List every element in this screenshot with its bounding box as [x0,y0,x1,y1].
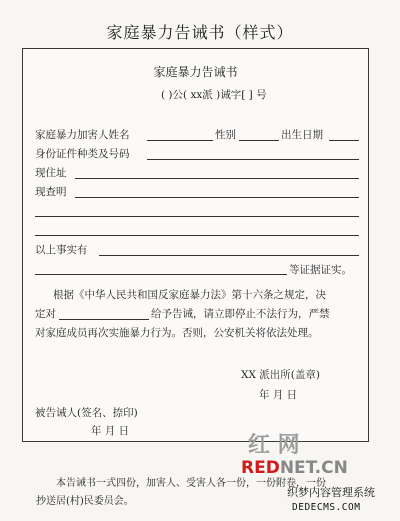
recipient-signature-label: 被告诫人(签名、捺印) [35,407,138,419]
facts-line-1 [75,197,359,198]
address-line [75,178,359,179]
recipient-date: 年 月 日 [91,425,130,437]
dedecms-site-name: 织梦内容管理系统 [287,486,375,499]
birth-date-line [329,140,359,141]
facts-line-2 [35,216,359,217]
warning-consequence-text: 对家庭成员再次实施暴力行为。否则，公安机关将依法处理。 [35,327,319,339]
facts-label: 现查明 [35,186,67,198]
hongwang-watermark: 红 网 [248,432,300,458]
gender-line [239,140,279,141]
rednet-gray-text: NET.CN [279,458,348,478]
evidence-line-1 [99,255,359,256]
facts-line-3 [35,235,359,236]
dedecms-site-url: DEDECMS.COM [292,502,361,513]
abuser-name-line [147,140,213,141]
evidence-confirmed-text: 等证据证实。 [289,264,352,276]
form-title: 家庭暴力告诫书 [153,65,238,79]
footer-note-line-1: 本告诫书一式四份，加害人、受害人各一份，一份附卷，一份 [56,478,326,489]
address-label: 现住址 [35,167,67,179]
document-number: ( )公( xx派 )诫字[ ] 号 [161,89,267,101]
id-document-label: 身份证件种类及号码 [35,148,130,160]
warning-suffix: 给予告诫，请立即停止不法行为，严禁 [151,308,330,320]
rednet-red-text: RED [241,458,280,478]
footer-note-line-2: 抄送居(村)民委员会。 [36,496,134,507]
legal-basis-text: 根据《中华人民共和国反家庭暴力法》第十六条之规定，决 [53,289,326,301]
evidence-line-2 [35,274,287,275]
warning-prefix: 定对 [35,308,56,320]
police-station-stamp: XX 派出所(盖章) [241,369,320,381]
document-title: 家庭暴力告诫书（样式） [106,23,294,42]
birth-date-label: 出生日期 [281,129,323,141]
evidence-label: 以上事实有 [35,244,88,256]
abuser-name-label: 家庭暴力加害人姓名 [35,129,130,141]
issue-date: 年 月 日 [259,389,298,401]
id-document-line [147,159,359,160]
notice-form [22,48,369,442]
gender-label: 性别 [215,129,236,141]
warned-person-line [59,319,149,320]
